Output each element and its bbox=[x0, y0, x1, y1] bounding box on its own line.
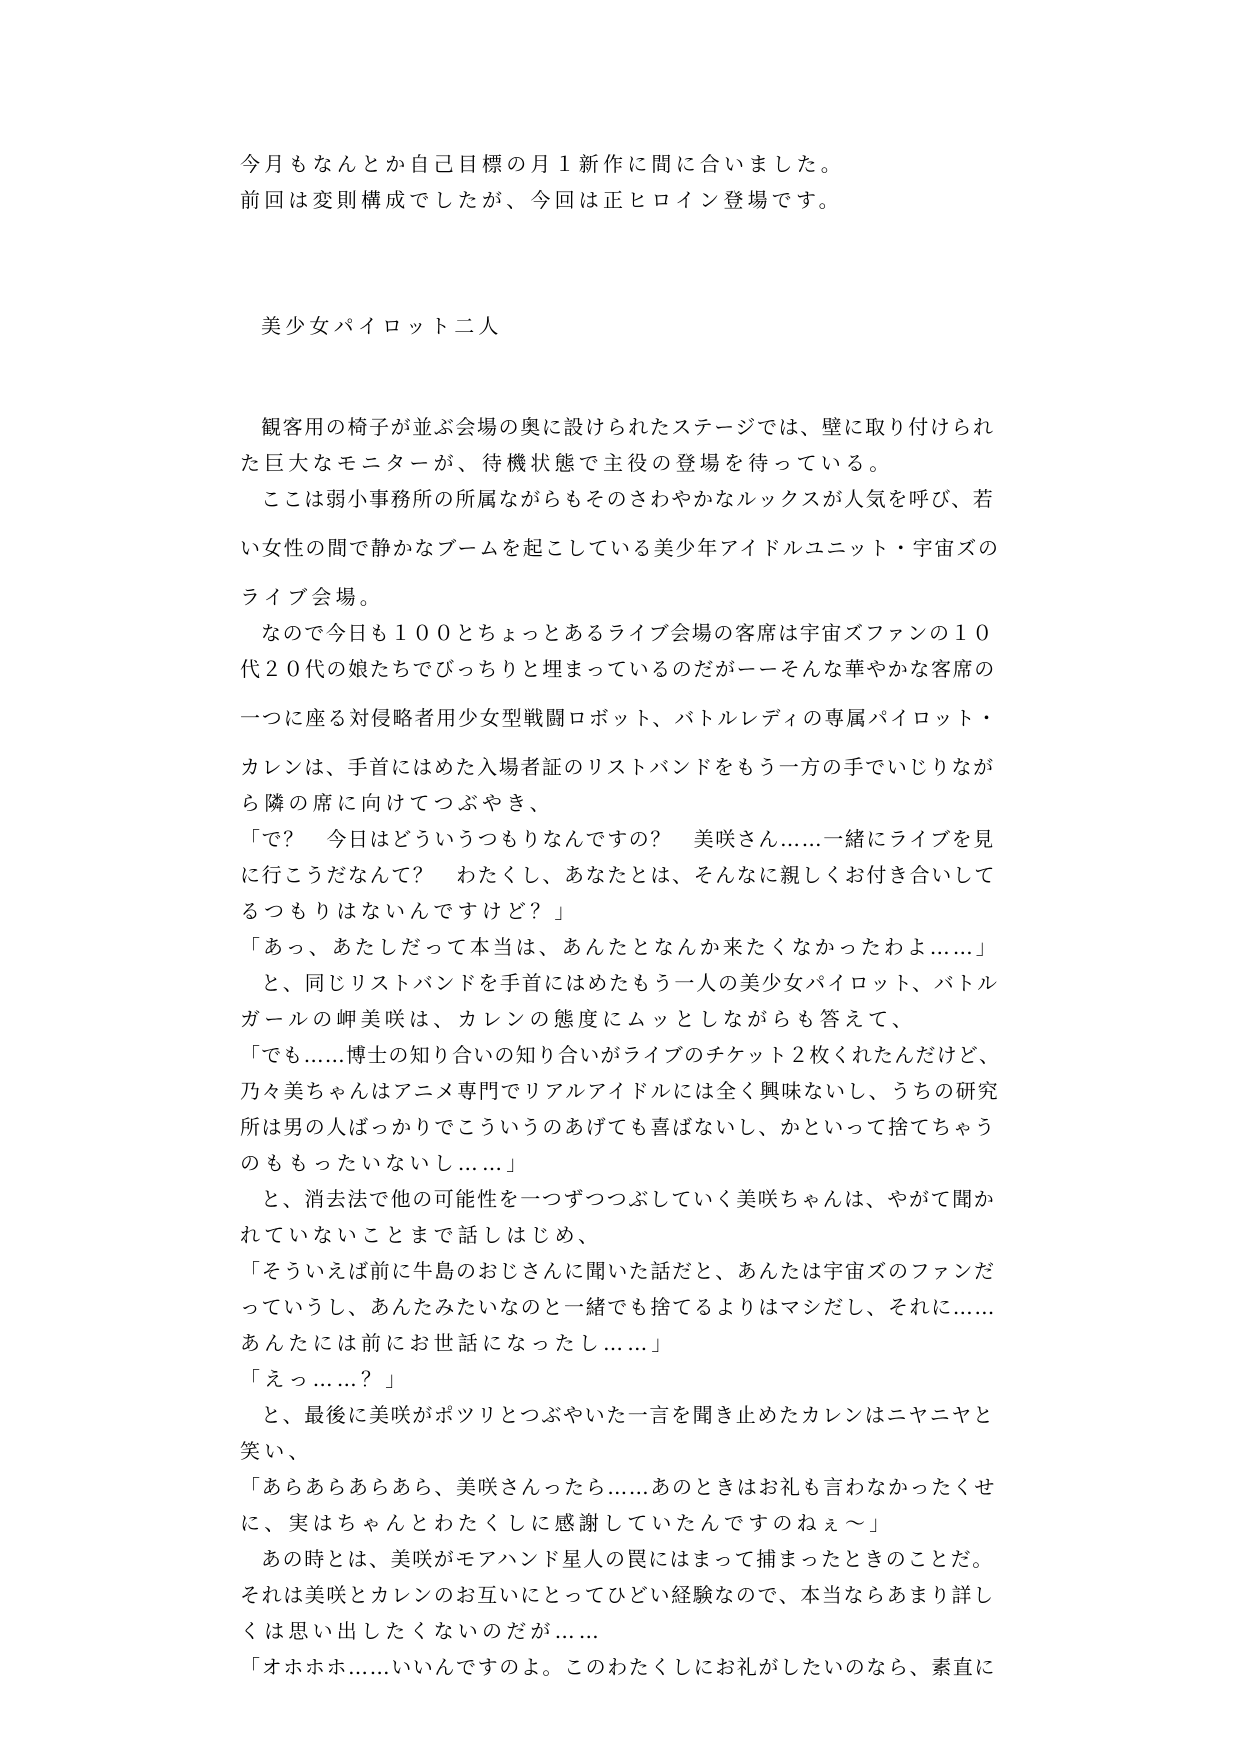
body-line: 観客用の椅子が並ぶ会場の奥に設けられたステージでは、壁に取り付けられ bbox=[261, 415, 995, 439]
body-line: た巨大なモニターが、待機状態で主役の登場を待っている。 bbox=[240, 451, 894, 475]
body-line: 「で？ 今日はどういうつもりなんですの？ 美咲さん……一緒にライブを見 bbox=[240, 827, 995, 851]
intro-line: 前回は変則構成でしたが、今回は正ヒロイン登場です。 bbox=[240, 188, 843, 212]
body-line: ら隣の席に向けてつぶやき、 bbox=[240, 791, 554, 815]
body-line: 乃々美ちゃんはアニメ専門でリアルアイドルには全く興味ないし、うちの研究 bbox=[240, 1079, 1000, 1103]
body-line: 一つに座る対侵略者用少女型戦闘ロボット、バトルレディの専属パイロット・ bbox=[240, 706, 999, 730]
body-line: い女性の間で静かなブームを起こしている美少年アイドルユニット・宇宙ズの bbox=[240, 536, 1000, 560]
body-line: のももったいないし……」 bbox=[240, 1151, 531, 1175]
body-line: と、最後に美咲がポツリとつぶやいた一言を聞き止めたカレンはニヤニヤと bbox=[261, 1403, 995, 1427]
body-line: ガールの岬美咲は、カレンの態度にムッとしながらも答えて、 bbox=[240, 1007, 917, 1031]
body-line: あの時とは、美咲がモアハンド星人の罠にはまって捕まったときのことだ。 bbox=[261, 1547, 994, 1571]
body-line: 所は男の人ばっかりでこういうのあげても喜ばないし、かといって捨てちゃう bbox=[240, 1115, 996, 1139]
body-line: くは思い出したくないのだが…… bbox=[240, 1619, 603, 1643]
body-line: に行こうだなんて？ わたくし、あなたとは、そんなに親しくお付き合いして bbox=[240, 863, 996, 887]
body-line: 「そういえば前に牛島のおじさんに聞いた話だと、あんたは宇宙ズのファンだ bbox=[240, 1259, 996, 1283]
body-line: 代２０代の娘たちでびっちりと埋まっているのだがーーそんな華やかな客席の bbox=[240, 657, 996, 681]
body-line: るつもりはないんですけど？」 bbox=[240, 899, 579, 923]
body-line: なので今日も１００とちょっとあるライブ会場の客席は宇宙ズファンの１０ bbox=[261, 621, 994, 645]
body-line: と、消去法で他の可能性を一つずつつぶしていく美咲ちゃんは、やがて聞か bbox=[261, 1187, 996, 1211]
body-line: ここは弱小事務所の所属ながらもそのさわやかなルックスが人気を呼び、若 bbox=[261, 487, 995, 511]
intro-line: 今月もなんとか自己目標の月１新作に間に合いました。 bbox=[240, 152, 845, 176]
body-line: れていないことまで話しはじめ、 bbox=[240, 1223, 603, 1247]
body-line: に、実はちゃんとわたくしに感謝していたんですのねぇ～」 bbox=[240, 1511, 894, 1535]
body-line: ライブ会場。 bbox=[240, 585, 384, 609]
body-line: カレンは、手首にはめた入場者証のリストバンドをもう一方の手でいじりなが bbox=[240, 755, 995, 779]
body-line: 笑い、 bbox=[240, 1439, 313, 1463]
body-line: と、同じリストバンドを手首にはめたもう一人の美少女パイロット、バトル bbox=[261, 971, 999, 995]
body-line: 「オホホホ……いいんですのよ。このわたくしにお礼がしたいのなら、素直に bbox=[240, 1655, 996, 1679]
body-line: 「あっ、あたしだって本当は、あんたとなんか来たくなかったわよ……」 bbox=[240, 935, 999, 959]
body-line: それは美咲とカレンのお互いにとってひどい経験なので、本当ならあまり詳し bbox=[240, 1583, 995, 1607]
body-line: 「でも……博士の知り合いの知り合いがライブのチケット２枚くれたんだけど、 bbox=[240, 1043, 1001, 1067]
body-line: 「あらあらあらあら、美咲さんったら……あのときはお礼も言わなかったくせ bbox=[240, 1475, 996, 1499]
body-line: っていうし、あんたみたいなのと一緒でも捨てるよりはマシだし、それに…… bbox=[240, 1295, 996, 1319]
body-line: 「えっ……？」 bbox=[240, 1367, 410, 1391]
body-line: あんたには前にお世話になったし……」 bbox=[240, 1331, 676, 1355]
story-title: 美少女パイロット二人 bbox=[261, 314, 503, 338]
